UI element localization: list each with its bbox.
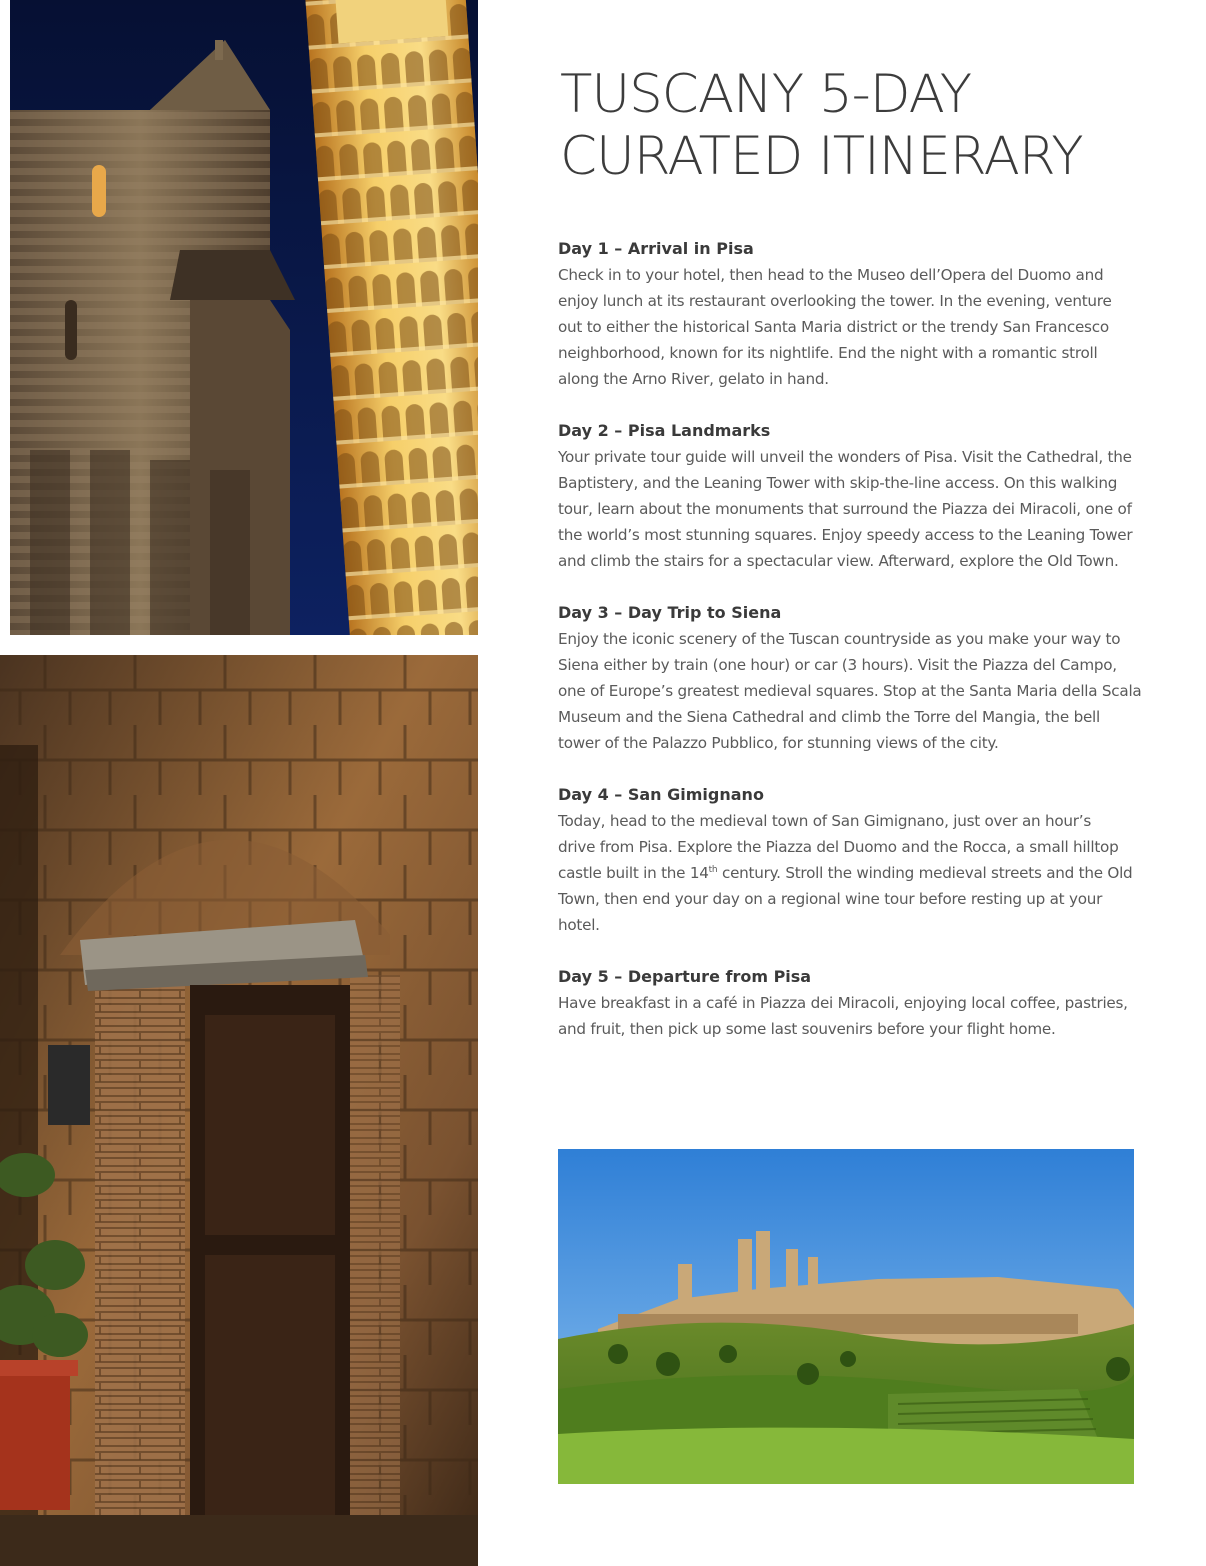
- day-heading: Day 3 – Day Trip to Siena: [558, 603, 782, 622]
- san-gimignano-illustration: [558, 1149, 1134, 1484]
- day-heading: Day 5 – Departure from Pisa: [558, 967, 812, 986]
- description-line: neighborhood, known for its nightlife. End the night with a romantic stroll: [558, 344, 1098, 362]
- description-line: drive from Pisa. Explore the Piazza del Duomo and the Rocca, a small hilltop: [558, 838, 1119, 856]
- itinerary-day-4: [558, 782, 1140, 938]
- description-line: Baptistery, and the Leaning Tower with skip-the-line access. On this walking: [558, 474, 1118, 492]
- description-fragment: century. Stroll the winding medieval streets and the Old: [717, 864, 1133, 882]
- day-heading: Day 1 – Arrival in Pisa: [558, 239, 754, 258]
- itinerary-day-3: [558, 600, 1140, 756]
- description-line: Check in to your hotel, then head to the Museo dell’Opera del Duomo and: [558, 266, 1104, 284]
- description-line: Siena either by train (one hour) or car (3 hours). Visit the Piazza del Campo,: [558, 656, 1117, 674]
- description-line: and fruit, then pick up some last souvenirs before your flight home.: [558, 1020, 1056, 1038]
- title-line-2: CURATED ITINERARY: [560, 126, 1083, 187]
- description-line: one of Europe’s greatest medieval squares. Stop at the Santa Maria della Scala: [558, 682, 1142, 700]
- description-line: [558, 860, 1140, 886]
- itinerary-day-2: [558, 418, 1140, 574]
- pisa-night-illustration: [10, 0, 478, 635]
- itinerary-day-1: [558, 236, 1140, 392]
- day-description: [558, 262, 1140, 392]
- description-line: hotel.: [558, 916, 600, 934]
- description-fragment: castle built in the 14: [558, 864, 709, 882]
- description-line: the world’s most stunning squares. Enjoy speedy access to the Leaning Tower: [558, 526, 1133, 544]
- day-heading: Day 2 – Pisa Landmarks: [558, 421, 771, 440]
- description-line: Town, then end your day on a regional wine tour before resting up at your: [558, 890, 1103, 908]
- pisa-night-photo: [10, 0, 478, 635]
- day-description: [558, 808, 1140, 938]
- description-line: enjoy lunch at its restaurant overlooking the tower. In the evening, venture: [558, 292, 1112, 310]
- day-description: [558, 626, 1140, 756]
- description-line: Your private tour guide will unveil the wonders of Pisa. Visit the Cathedral, the: [558, 448, 1132, 466]
- stone-doorway-photo: [0, 655, 478, 1566]
- description-line: along the Arno River, gelato in hand.: [558, 370, 829, 388]
- ordinal-suffix: th: [708, 864, 718, 875]
- itinerary-day-5: [558, 964, 1140, 1042]
- description-line: tour, learn about the monuments that surround the Piazza dei Miracoli, one of: [558, 500, 1132, 518]
- day-description: [558, 444, 1140, 574]
- page-title: [560, 64, 1160, 188]
- description-line: Today, head to the medieval town of San Gimignano, just over an hour’s: [558, 812, 1091, 830]
- stone-doorway-illustration: [0, 655, 478, 1566]
- description-line: Museum and the Siena Cathedral and climb the Torre del Mangia, the bell: [558, 708, 1100, 726]
- itinerary-list: [558, 236, 1140, 1068]
- description-line: tower of the Palazzo Pubblico, for stunning views of the city.: [558, 734, 999, 752]
- description-line: and climb the stairs for a spectacular view. Afterward, explore the Old Town.: [558, 552, 1119, 570]
- san-gimignano-photo: [558, 1149, 1134, 1484]
- day-heading: Day 4 – San Gimignano: [558, 785, 764, 804]
- title-line-1: TUSCANY 5-DAY: [560, 64, 972, 125]
- day-description: [558, 990, 1140, 1042]
- description-line: Enjoy the iconic scenery of the Tuscan countryside as you make your way to: [558, 630, 1121, 648]
- description-line: Have breakfast in a café in Piazza dei Miracoli, enjoying local coffee, pastries,: [558, 994, 1128, 1012]
- description-line: out to either the historical Santa Maria district or the trendy San Francesco: [558, 318, 1109, 336]
